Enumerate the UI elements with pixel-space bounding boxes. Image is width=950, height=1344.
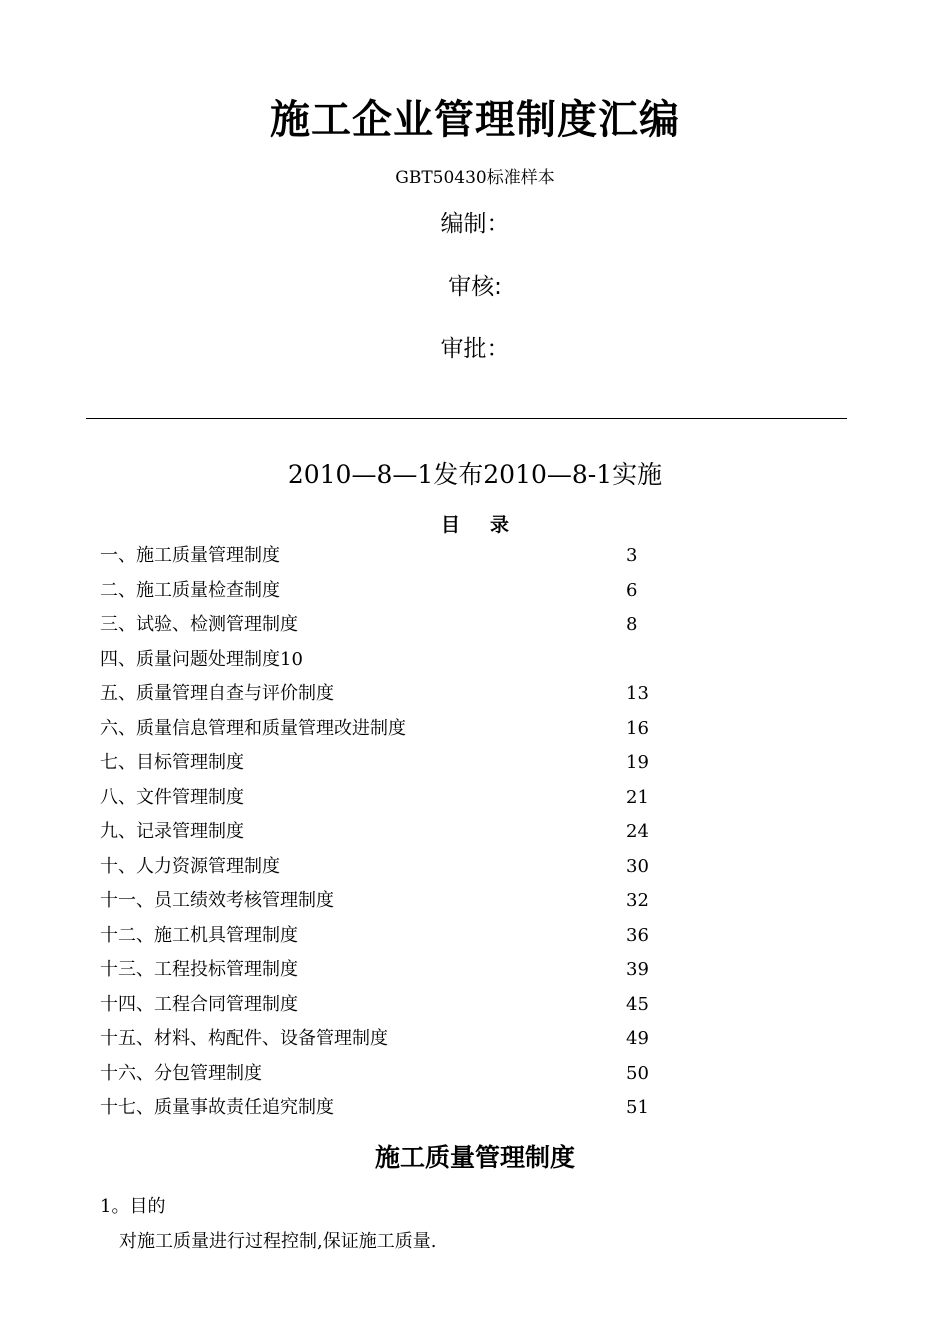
- toc-item-page: 36: [626, 924, 649, 946]
- toc-item-page: 21: [626, 786, 649, 808]
- toc-item-page: 49: [626, 1028, 649, 1049]
- toc-item-page: 51: [626, 1097, 649, 1118]
- toc-item-title: 十七、质量事故责任追究制度: [100, 1097, 334, 1118]
- toc-item-title: 三、试验、检测管理制度: [100, 614, 298, 635]
- toc-item-title: 四、质量问题处理制度10: [100, 648, 303, 670]
- toc-item-title: 十五、材料、构配件、设备管理制度: [100, 1028, 388, 1049]
- toc-item-title: 九、记录管理制度: [100, 821, 244, 842]
- toc-item[interactable]: [100, 990, 700, 1025]
- toc-item-page: 39: [626, 959, 649, 980]
- toc-item-page: 50: [626, 1062, 649, 1084]
- toc-item-title: 十、人力资源管理制度: [100, 855, 280, 877]
- toc-item-title: 八、文件管理制度: [100, 786, 244, 808]
- toc-item[interactable]: [100, 1093, 700, 1128]
- standard-code: GBT50430标准样本: [395, 168, 555, 188]
- section-paragraph: 对施工质量进行过程控制,保证施工质量.: [119, 1231, 437, 1252]
- toc-item[interactable]: [100, 886, 700, 921]
- toc-item[interactable]: [100, 748, 700, 783]
- toc-item-page: 13: [626, 683, 649, 704]
- signature-approve-label: 审批：: [440, 336, 510, 362]
- toc-item-page: 30: [626, 855, 649, 877]
- toc-item-title: 十二、施工机具管理制度: [100, 924, 298, 946]
- toc-item-title: 十一、员工绩效考核管理制度: [100, 890, 334, 911]
- table-of-contents: [100, 541, 700, 1128]
- toc-item-title: 一、施工质量管理制度: [100, 545, 280, 566]
- toc-item[interactable]: [100, 541, 700, 576]
- toc-item-page: 24: [626, 821, 649, 842]
- toc-item-page: 16: [626, 717, 649, 739]
- toc-item-title: 十四、工程合同管理制度: [100, 993, 298, 1015]
- toc-item-title: 十三、工程投标管理制度: [100, 959, 298, 980]
- toc-item-title: 十六、分包管理制度: [100, 1062, 262, 1084]
- toc-item-page: 19: [626, 752, 649, 773]
- toc-item[interactable]: [100, 645, 700, 680]
- toc-item[interactable]: [100, 852, 700, 887]
- toc-item-page: 8: [626, 614, 638, 635]
- toc-heading: 目录: [440, 514, 539, 536]
- toc-item-page: 45: [626, 993, 649, 1015]
- divider-line: [86, 418, 847, 419]
- toc-item-title: 七、目标管理制度: [100, 752, 244, 773]
- toc-item[interactable]: [100, 955, 700, 990]
- toc-item-page: 6: [626, 579, 638, 601]
- toc-item[interactable]: [100, 576, 700, 611]
- toc-item-title: 二、施工质量检查制度: [100, 579, 280, 601]
- toc-item-title: 五、质量管理自查与评价制度: [100, 683, 334, 704]
- toc-item[interactable]: [100, 679, 700, 714]
- toc-item[interactable]: [100, 817, 700, 852]
- toc-item-page: 3: [626, 545, 638, 566]
- toc-item[interactable]: [100, 610, 700, 645]
- toc-item[interactable]: [100, 1024, 700, 1059]
- document-title: 施工企业管理制度汇编: [270, 96, 680, 143]
- signature-compile-label: 编制：: [440, 211, 510, 237]
- toc-item[interactable]: [100, 921, 700, 956]
- toc-item[interactable]: [100, 714, 700, 749]
- publish-dates: 2010—8—1发布2010—8-1实施: [287, 460, 663, 489]
- section-title: 施工质量管理制度: [374, 1143, 575, 1172]
- toc-item-title: 六、质量信息管理和质量管理改进制度: [100, 717, 406, 739]
- section-heading: 1。目的: [100, 1196, 166, 1217]
- toc-item[interactable]: [100, 1059, 700, 1094]
- toc-item-page: 32: [626, 890, 649, 911]
- toc-item[interactable]: [100, 783, 700, 818]
- signature-review-label: 审核:: [448, 274, 502, 300]
